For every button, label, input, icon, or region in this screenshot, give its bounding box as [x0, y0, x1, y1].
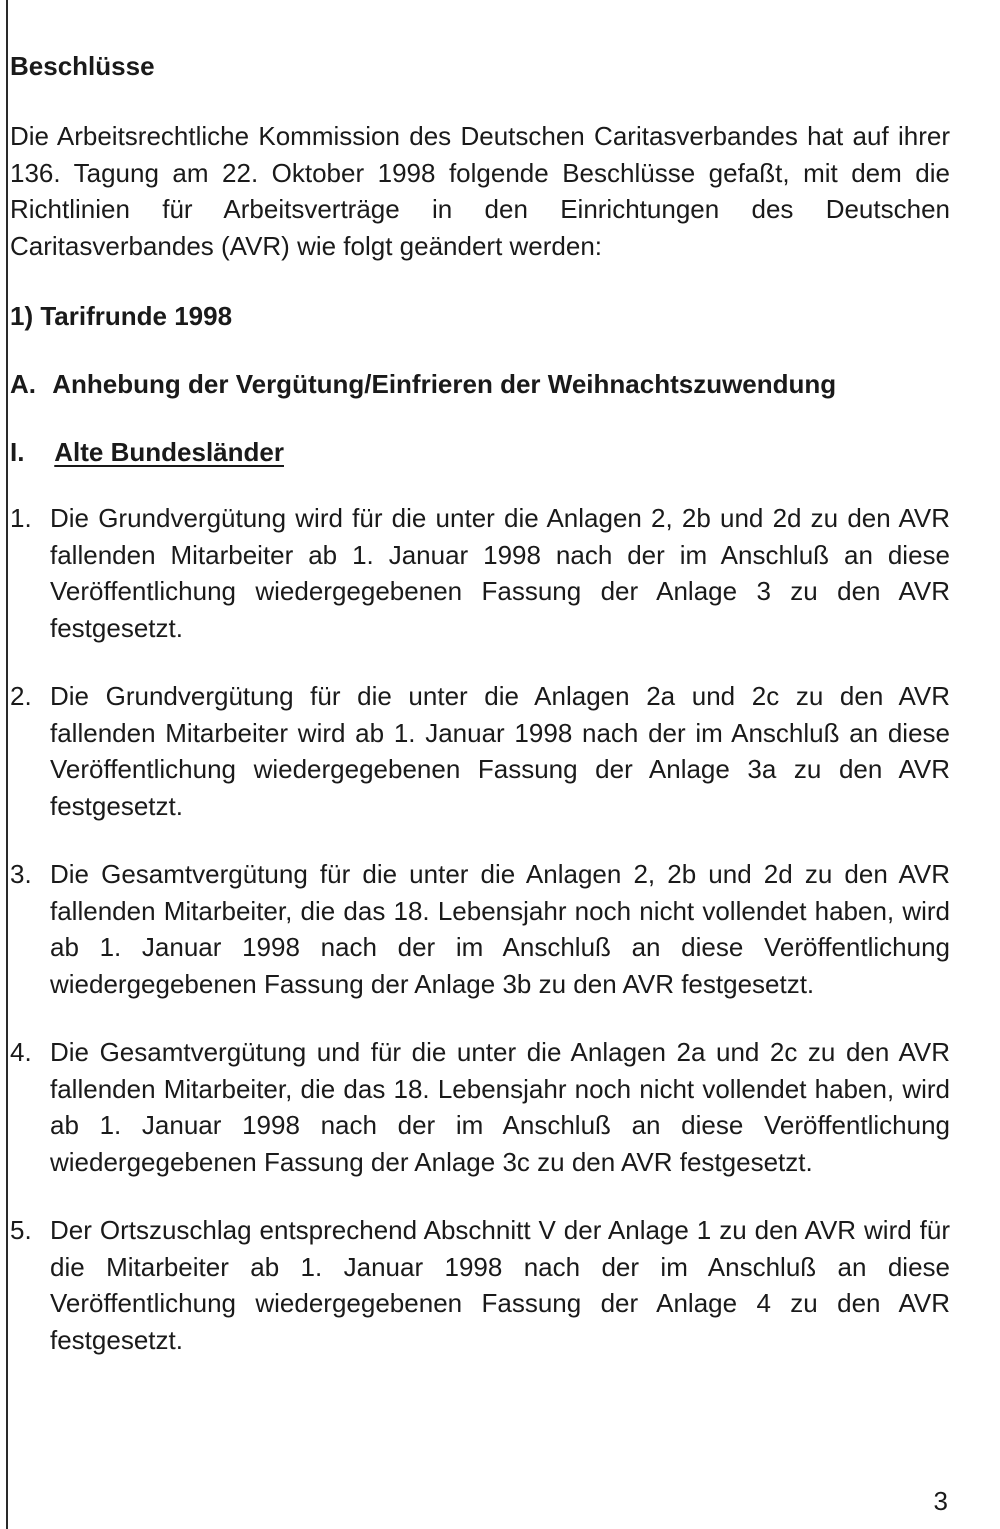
- intro-paragraph: Die Arbeitsrechtliche Kommission des Deutschen Caritasverbandes hat auf ihrer 136. Tagung am 22. Oktober 1998 folgende Beschlüsse gefaßt, mit dem die Richtlinien für Arbeitsverträge in den Einrichtungen des Deutschen Caritasverbandes (AVR) wie folgt geändert werden:: [10, 121, 950, 261]
- section-heading-alte-bundeslaender: [10, 434, 950, 470]
- section-title: Tarifrunde 1998: [40, 301, 233, 331]
- section-heading-anhebung: [10, 366, 950, 402]
- list-item: [10, 856, 950, 1002]
- list-item-text: Die Grundvergütung für die unter die Anlagen 2a und 2c zu den AVR fallenden Mitarbeiter wird ab 1. Januar 1998 nach der im Anschluß an diese Veröffentlichung wiedergegebenen Fassung der Anlage 3a zu den AVR festgesetzt.: [50, 681, 950, 821]
- list-item: [10, 1212, 950, 1358]
- list-item-number: 3.: [10, 859, 32, 889]
- section-number: 1): [10, 301, 34, 331]
- list-item-number: 1.: [10, 503, 32, 533]
- section-title: Anhebung der Vergütung/Einfrieren der Weihnachtszuwendung: [52, 369, 837, 399]
- list-item-text: Die Gesamtvergütung für die unter die Anlagen 2, 2b und 2d zu den AVR fallenden Mitarbeiter, die das 18. Lebensjahr noch nicht vollendet haben, wird ab 1. Januar 1998 nach der im Anschluß an diese Veröffentlichung wiedergegebenen Fassung der Anlage 3b zu den AVR festgesetzt.: [50, 859, 950, 999]
- list-item-number: 2.: [10, 681, 32, 711]
- document-heading: Beschlüsse: [10, 51, 155, 81]
- list-item-text: Die Gesamtvergütung und für die unter die Anlagen 2a und 2c zu den AVR fallenden Mitarbeiter, die das 18. Lebensjahr noch nicht vollendet haben, wird ab 1. Januar 1998 nach der im Anschluß an diese Veröffentlichung wiedergegebenen Fassung der Anlage 3c zu den AVR festgesetzt.: [50, 1037, 950, 1177]
- list-item-number: 4.: [10, 1037, 32, 1067]
- list-item: [10, 1034, 950, 1180]
- document-page: [10, 48, 950, 1390]
- section-heading-tarifrunde: [10, 298, 950, 334]
- list-item-number: 5.: [10, 1215, 32, 1245]
- section-title: Alte Bundesländer: [54, 437, 284, 467]
- list-item: [10, 500, 950, 646]
- numbered-list: [10, 500, 950, 1358]
- list-item-text: Die Grundvergütung wird für die unter die Anlagen 2, 2b und 2d zu den AVR fallenden Mitarbeiter ab 1. Januar 1998 nach der im Anschluß an diese Veröffentlichung wiedergegebenen Fassung der Anlage 3 zu den AVR festgesetzt.: [50, 503, 950, 643]
- page-number: 3: [933, 1486, 948, 1516]
- left-margin-rule: [6, 0, 8, 1529]
- list-item-text: Der Ortszuschlag entsprechend Abschnitt V der Anlage 1 zu den AVR wird für die Mitarbeiter ab 1. Januar 1998 nach der im Anschluß an diese Veröffentlichung wiedergegebenen Fassung der Anlage 4 zu den AVR festgesetzt.: [50, 1215, 950, 1355]
- section-number: I.: [10, 437, 25, 467]
- list-item: [10, 678, 950, 824]
- section-number: A.: [10, 369, 36, 399]
